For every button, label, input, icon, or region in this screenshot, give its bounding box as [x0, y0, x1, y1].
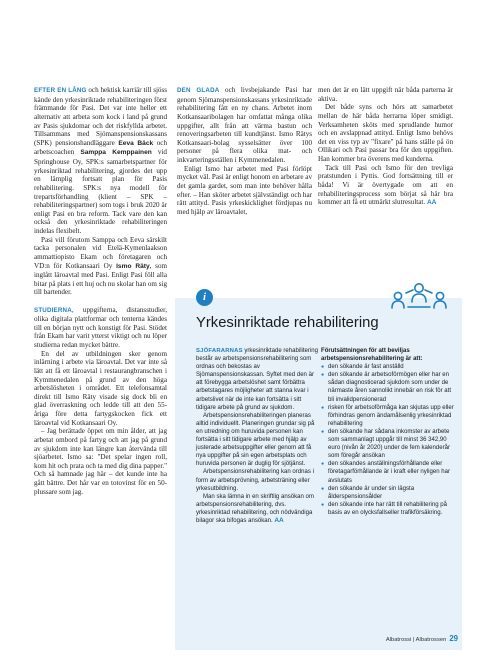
- end-mark: AA: [274, 516, 284, 524]
- paragraph: – Jag berättade öppet om min ålder, att jag arbetat ombord på fartyg och att jag på grund av sjukdom inte kan längre kan återvända till sjöarbetet. Ismo sa: "Det spelar ingen roll, kom hit och prata och ta med dig dina papper." Och så hamnade jag här – det kunde inte ha gått bättre. Det hår var en totovinst för en 50-plussare som jag.: [34, 427, 167, 496]
- list-item: ● den sökande har sådana inkomster av arbete som sammanlagt uppgår till minst 36 342,90 euro (nivån år 2020) under de fem kalenderår som föregår ansökan: [321, 428, 457, 460]
- paragraph: [34, 236, 167, 297]
- criteria-list: [321, 363, 457, 517]
- paragraph: [318, 164, 453, 208]
- page-number: 29: [449, 634, 458, 643]
- list-item: ● risken för arbetsoförmåga kan skjutas upp eller förhindras genom ändamålsenlig yrkesinriktad rehabilitering: [321, 404, 457, 428]
- name-bold: Eeva Bäck: [118, 139, 154, 147]
- page-footer: [386, 634, 458, 643]
- info-box-right-column: [321, 347, 457, 517]
- lead-in: EFTER EN LÅNG: [34, 87, 87, 94]
- lead-in: STUDIERNA,: [34, 306, 74, 314]
- info-box-left-column: [196, 347, 320, 525]
- paragraph: Arbetspensionsrehabilitering kan ordnas i form av arbetsprövning, arbetsträning eller yrkesutbildning.: [196, 469, 314, 492]
- info-badge-icon: i: [196, 289, 213, 306]
- paragraph: men det är en lätt uppgift när båda parterna är aktiva.: [318, 86, 453, 103]
- article-column-1: [34, 86, 167, 496]
- end-mark: AA: [426, 199, 437, 207]
- list-item: ● den sökande är under sin lägsta ålderspensionsålder: [321, 485, 457, 501]
- text: Man ska lämna in en skriftlig ansökan om arbetspensionsrehabilitering, dvs. yrkesinriktad rehabilitering, och nödvändiga bilagor ska bifogas ansökan.: [196, 493, 314, 524]
- list-item: ● den sökande inte har rätt till rehabilitering på basis av en olycksfallseller trafikförsäkring.: [321, 501, 457, 517]
- paragraph: Det både syns och hörs att samarbetet mellan de här båda herrarna löper smidigt. Verksamheten sköts med sprudlande humor och en avslappnad attityd. Enligt Ismo behövs det en viss typ av "fixare" på hans ställe på ön Ollikari och Pasi passar bra för den uppgiften. Han kommer bra överens med kunderna.: [318, 103, 453, 163]
- info-box-title: Yrkesinriktade rehabilitering: [196, 315, 379, 331]
- people-network-icon: [384, 280, 454, 316]
- text: uppgifterna, distansstudier, olika digitala plattformar och tenterna kändes till en början nytt och konstigt för Pasi. Stödet från Ekam har varit ytterst viktigt och nu löper studierna redan mycket bättre.: [34, 305, 167, 350]
- list-item: ● den sökande är fast anställd: [321, 363, 457, 371]
- text: yrkesinriktade rehabilitering består av arbetspensionsrehabilitering som ordnas och bekostas av Sjömanspensionskassan. Syftet med den är att förebygga arbetslöshet samt förbättra arbetstagares möjligheter att stanna kvar i arbetslivet när de inte kan fortsätta i sitt tidigare arbete på grund av sjukdom.: [196, 348, 319, 411]
- text: och hektisk karriär till sjöss kände den yrkesinriktade rehabiliteringen först främmande för Pasi. Det var inte heller ett alternativ att arbeta som kock i land på grund av Pasis sjukdomar och det riskfyllda arbetet. Tillsammans med Sjömanspensionskassans (SPK) pensionshandläggare: [34, 86, 168, 147]
- article-column-3: [318, 86, 453, 208]
- paragraph: [34, 306, 167, 350]
- paragraph: En del av utbildningen sker genom inlärning i arbete via läroavtal. Det var inte så lätt att få ett läroavtal i restaurangbranschen i Kymmenedalen på grund av den höga arbetslösheten i området. Ett telefonsamtal direkt till Ismo Räty visade sig dock bli en glad överraskning och ledde till att den 55-åriga före detta fartygskocken fick ett läroavtal vid Kotkansaari Oy.: [34, 349, 167, 427]
- paragraph: [34, 86, 167, 236]
- text: Pasi vill förutom Samppa och Eeva särskilt tacka personalen vid Etelä-Kymenlaakson ammattiopisto Ekam och företagaren och VD:n för Kotkansaari Oy: [34, 235, 167, 270]
- text: vid Springhouse Oy, SPK:s samarbetspartner för yrkesinriktad rehabilitering, gjordes det upp en lämplig fortsatt plan för Pasis rehabilitering. SPK:s nya modell för trepartsförhandling (klient – SPK – rehabiliteringspartner) som togs i bruk 2020 är enligt Pasi en bra reform. Tack vare den kan också den yrkesinriktade rehabiliteringen indelas flexibelt.: [34, 148, 167, 235]
- lead-in: SJÖFARARNAS: [196, 348, 243, 354]
- name-bold: Ismo Räty: [116, 262, 150, 270]
- list-item: ● den sökandes anställningsförhållande eller företagarförhållande är i kraft eller nyligen har avslutats: [321, 460, 457, 484]
- paragraph: Arbetspensionsrehabiliteringen planeras alltid individuellt. Planeringen grundar sig på en utredning om huruvida personen kan fortsätta i sitt tidigare arbete med hjälp av justerade arbetsuppgifter eller genom att få nya uppgifter på sin egen arbetsplats och huruvida personen är duglig för sjötjänst.: [196, 412, 315, 468]
- text: , som inglått läroavtal med Pasi. Enligt Pasi föll alla bitar på plats i ett huj och nu skolar han om sig till bartender.: [34, 261, 168, 297]
- article-column-2: [177, 86, 312, 216]
- list-item: ● den sökande är arbetsoförmögen eller har en sådan diagnosticerad sjukdom som under de närmaste åren sannolikt innebär en risk för att bli invalidpensionerad: [321, 371, 457, 403]
- criteria-header: Förutsättningen för att beviljas arbetspensionsrehabilitering är att:: [321, 348, 423, 363]
- paragraph: [196, 493, 320, 525]
- text: och arbetscoachen: [34, 138, 167, 157]
- paragraph: [177, 86, 312, 165]
- publication-name: Albatrossi | Albatrossen: [385, 637, 447, 643]
- lead-in: DEN GLADA: [177, 87, 220, 94]
- text: Tack till Pasi och Ismo för den trevliga pratstunden i Pyttis. God fortsättning till er båda! Vi är övertygade om att en rehabiliteringsprocess som börjat så här bra kommer att få ett utmärkt slutresultat.: [318, 163, 453, 207]
- paragraph: Enligt Ismo har arbetet med Pasi förlöpt mycket väl. Pasi är enligt honom en arbetare av det gamla gardet, som man inte behöver hålla efter. – Han sköter arbetet självständigt och har rätt attityd. Pasis yrkeskicklighet fördjupas nu med hjälp av läroavtalet,: [177, 164, 312, 216]
- text: och livsbejakande Pasi har genom Sjömanspensionskassans yrkesinriktade rehabilitering fått en ny chans. Arbetet inom Kotkansaaribolagen har omfattat många olika uppgifter, allt från att värma bastun och renoveringsarbeten till kundtjänst. Ismo Rätys Kotkansaari-bolag sysselsätter över 100 personer på flera olika mat- och inkvarteringsställen i Kymmenedalen.: [177, 86, 312, 164]
- paragraph: [196, 347, 320, 412]
- name-bold: Samppa Kemppainen: [80, 149, 152, 157]
